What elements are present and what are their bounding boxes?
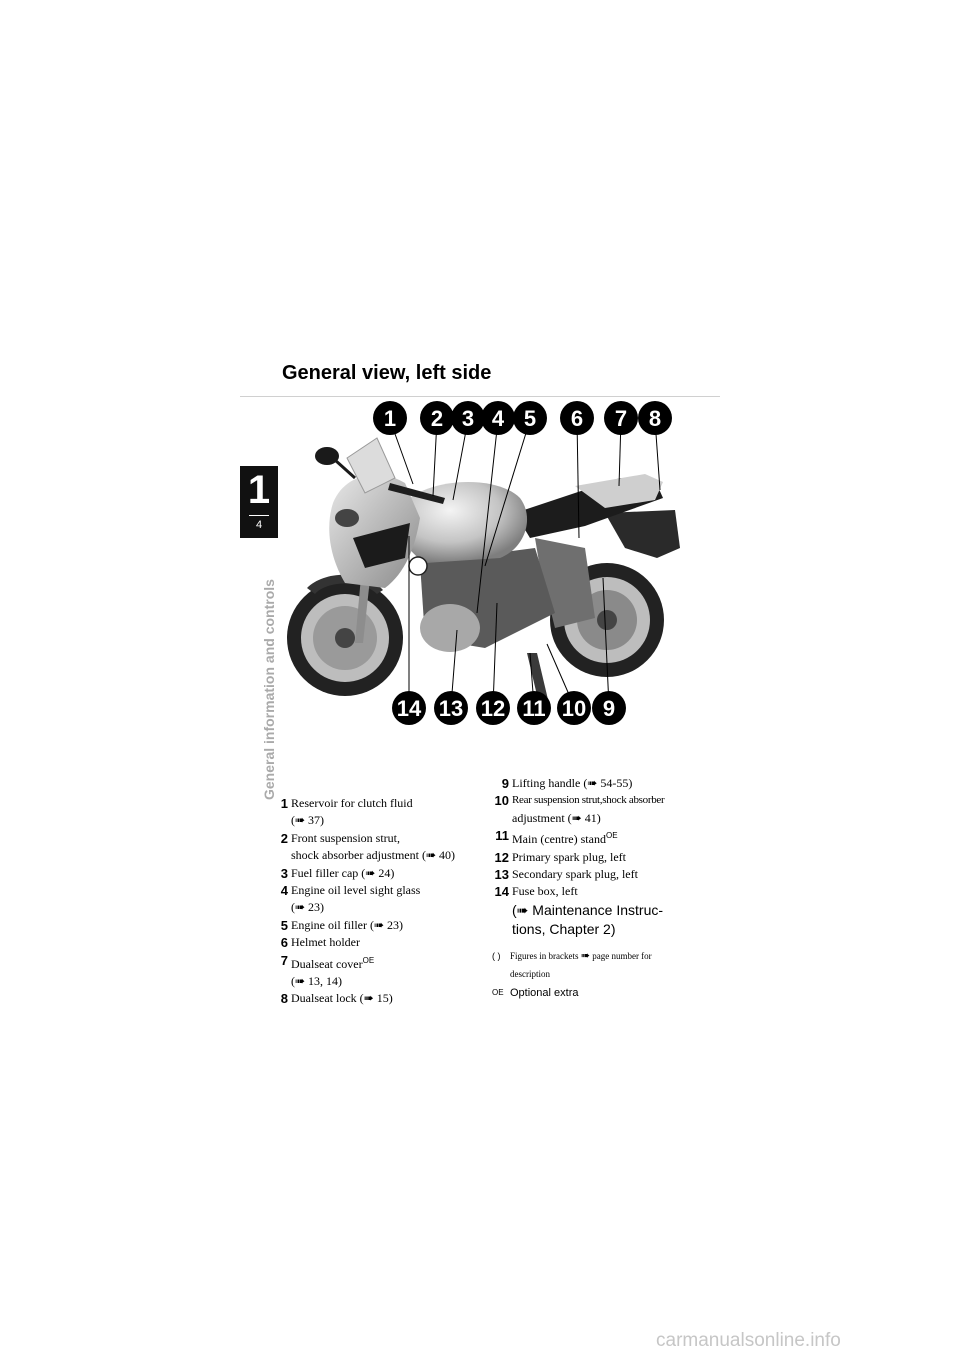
legend-item-8: 8 Dualseat lock (➠ 15) [280,991,393,1007]
svg-text:6: 6 [570,406,584,431]
legend-item-12: 12 Primary spark plug, left [494,849,626,865]
optional-extra-mark: OE [605,831,618,841]
oe-symbol: OE [492,988,504,997]
svg-text:1: 1 [383,406,397,431]
headlight [335,509,359,527]
svg-text:2: 2 [430,406,444,431]
svg-text:7: 7 [614,406,628,431]
callout-6 [560,401,594,435]
legend-right-column [486,775,664,939]
cylinder-head [420,604,480,652]
legend-item-7: 7 Dualseat cover$^{OE}$ (➠ 13, 14) [280,952,375,989]
callout-13 [434,691,468,725]
legend-item-11: 11 Main (centre) stand$^{OE}$ [495,828,618,847]
legend-item-4: 4 Engine oil level sight glass (➠ 23) [280,883,421,915]
svg-text:12: 12 [480,696,506,721]
legend-item-10: 10 Rear suspension strut,shock absorber adjustment (➠ 41) [494,793,665,825]
svg-text:5: 5 [523,406,537,431]
legend-item-6: 6 Helmet holder [280,935,360,951]
page-number: 4 [255,519,263,531]
callout-3 [451,401,485,435]
page-reference-arrow-icon: ➠ [580,950,590,962]
callout-14 [392,691,426,725]
callout-9 [592,691,626,725]
svg-text:3: 3 [461,406,475,431]
callout-12 [476,691,510,725]
callout-1 [373,401,407,435]
rear-hugger [605,510,680,558]
bmw-logo [409,557,427,575]
legend-item-3: 3 Fuel filler cap (➠ 24) [280,865,395,881]
svg-text:11: 11 [522,696,546,721]
callout-7 [604,401,638,435]
legend-item-13: 13 Secondary spark plug, left [494,867,638,883]
callout-4 [481,401,515,435]
svg-text:10: 10 [561,696,587,721]
front-wheel [287,580,403,696]
chapter-tab-rule [249,515,269,516]
chapter-tab [240,466,278,538]
title-divider [240,396,720,397]
legend-left-column [272,795,455,1008]
svg-text:13: 13 [438,696,464,721]
svg-text:8: 8 [648,406,662,431]
callout-2 [420,401,454,435]
side-chapter-title: General information and controls [261,579,277,800]
callout-11 [517,691,551,725]
page-title: General view, left side [282,362,492,384]
callout-10 [557,691,591,725]
brackets-note: ( ) Figures in brackets ➠ page number for description [492,947,652,983]
legend-item-14: 14 Fuse box, left (➠ Maintenance Instruc- tions, Chapter 2) [494,884,664,937]
legend-item-9: 9 Lifting handle (➠ 54-55) [501,776,633,791]
legend-item-1: 1 Reservoir for clutch fluid (➠ 37) [280,796,413,828]
svg-text:9: 9 [602,696,616,721]
legend-item-5: 5 Engine oil filler (➠ 23) [280,917,404,933]
optional-extra-mark: OE [362,955,375,965]
callout-8 [638,401,672,435]
legend-item-2: 2 Front suspension strut, shock absorber adjustment (➠ 40) [280,830,456,863]
watermark: carmanualsonline.info [656,1330,841,1351]
brackets-symbol: ( ) [492,951,501,961]
chapter-number: 1 [247,468,271,512]
motorcycle-figure [285,398,685,728]
svg-text:4: 4 [491,406,505,431]
svg-text:14: 14 [396,696,422,721]
optional-extra-note: OE Optional extra [492,984,578,1002]
callout-5 [513,401,547,435]
motorcycle-illustration [285,398,685,728]
